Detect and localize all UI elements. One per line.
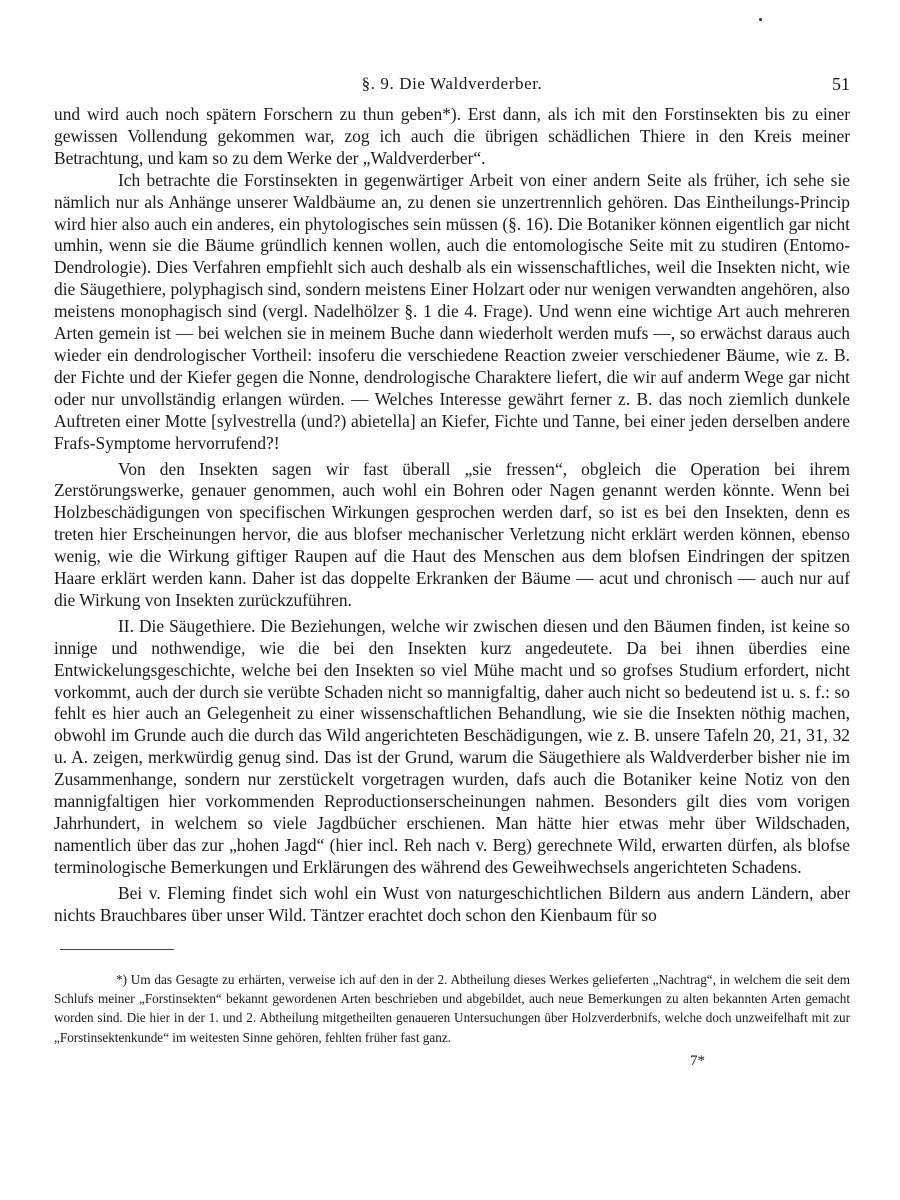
footnote	[54, 970, 850, 1048]
paragraph: und wird auch noch spätern Forschern zu thun geben*). Erst dann, als ich mit den Forstinsekten bis zu einer gewissen Vollendung gekommen war, zog ich auch die übrigen schädlichen Thiere in den Kreis meiner Betrachtung, und kam so zu dem Werke der „Waldverderber“.	[54, 104, 850, 168]
footnote-text: *) Um das Gesagte zu erhärten, verweise ich auf den in der 2. Abtheilung dieses Werkes gelieferten „Nachtrag“, in welchem die seit dem Schlufs meiner „Forstinsekten“ bekannt gewordenen Arten beschrieben und abgebildet, auch neue Bemerkungen zu alten bekannten Arten gemacht worden sind. Die hier in der 1. und 2. Abtheilung mitgetheilten genaueren Untersuchungen über Holzverderbnifs, welche doch unzweifelhaft mit zur „Forstinsektenkunde“ im weitesten Sinne gehören, fehlten früher fast ganz.	[54, 971, 850, 1045]
section-paragraph-mammals: II. Die Säugethiere. Die Beziehungen, welche wir zwischen diesen und den Bäumen finden, ist keine so innige und nothwendige, wie die bei den Insekten kurz angedeutete. Da bei ihnen überdies eine Entwickelungsgeschichte, welche bei den Insekten so viel Mühe macht und so grofses Studium erfordert, nicht vorkommt, auch der durch sie verübte Schaden nicht so mannigfaltig, daher auch nicht so bedeutend ist u. s. f.: so fehlt es hier auch an Gelegenheit zu einer wissenschaftlichen Behandlung, wie sie die Insekten nöthig machen, obwohl im Grunde auch die durch das Wild angerichteten Beschädigungen, wie z. B. unsere Tafeln 20, 21, 31, 32 u. A. zeigen, merkwürdig genug sind. Das ist der Grund, warum die Säugethiere als Waldverderber bisher nie im Zusammenhange, sondern nur zerstückelt vorgetragen wurden, dafs auch die Botaniker keine Notiz von den mannigfaltigen hier vorkommenden Reproductionserscheinungen nahmen. Besonders gilt dies vom vorigen Jahrhundert, in welchem so viele Jagdbücher erschienen. Man hätte hier etwas mehr über Wildschaden, namentlich über das zur „hohen Jagd“ (hier incl. Reh nach v. Berg) gerechnete Wild, erwarten dürfen, als blofse terminologische Bemerkungen und Erklärungen des während des Geweihwechsels angerichteten Schadens.	[54, 615, 850, 877]
paragraph: Bei v. Fleming findet sich wohl ein Wust von naturgeschichtlichen Bildern aus andern Ländern, aber nichts Brauchbares über unser Wild. Täntzer erachtet doch schon den Kienbaum für so	[54, 882, 850, 925]
signature-mark: 7*	[690, 1053, 705, 1070]
paragraph: Ich betrachte die Forstinsekten in gegenwärtiger Arbeit von einer andern Seite als früher, ich sehe sie nämlich nur als Anhänge unserer Waldbäume an, zu denen sie unzertrennlich gehören. Das Eintheilungs-Princip wird hier also auch ein anderes, ein phytologisches sein müssen (§. 16). Die Botaniker können eigentlich gar nicht umhin, wenn sie die Bäume gründlich kennen wollen, auch die entomologische Seite mit zu studiren (Entomo-Dendrologie). Dies Verfahren empfiehlt sich auch deshalb als ein wissenschaftliches, weil die Insekten nicht, wie die Säugethiere, polyphagisch sind, sondern meistens Einer Holzart oder nur wenigen verwandten angehören, also meistens monophagisch sind (vergl. Nadelhölzer §. 1 die 4. Frage). Und wenn eine wichtige Art auch mehreren Arten gemein ist — bei welchen sie in meinem Buche dann wiederholt werden mufs —, so erwächst daraus auch wieder ein dendrologischer Vortheil: insoferu die verschiedene Reaction zweier verschiedener Bäume, wie z. B. der Fichte und der Kiefer gegen die Nonne, dendrologische Charaktere liefert, die wir auf anderm Wege gar nicht oder nur unvollständig erlangen würden. — Welches Interesse gewährt ferner z. B. das noch ziemlich dunkele Auftreten einer Motte [sylvestrella (und?) abietella] an Kiefer, Fichte und Tanne, bei einer jeden derselben andere Frafs-Symptome hervorrufend?!	[54, 169, 850, 453]
footnote-rule	[60, 949, 174, 950]
running-head: §. 9. Die Waldverderber.	[361, 74, 543, 93]
document-page	[54, 70, 850, 1070]
print-speck	[759, 18, 762, 21]
paragraph: Von den Insekten sagen wir fast überall „sie fressen“, obgleich die Operation bei ihrem Zerstörungswerke, genauer genommen, auch wohl ein Bohren oder Nagen genannt werden könnte. Wenn bei Holzbeschädigungen von specifischen Wirkungen gesprochen werden darf, so ist es bei den Insekten, denn es treten hier Erscheinungen hervor, die aus blofser mechanischer Verletzung nicht erklärt werden können, ebenso wenig, wie die Wirkung giftiger Raupen auf die Haut des Menschen aus dem blofsen Eindringen der spitzen Haare erklärt werden kann. Daher ist das doppelte Erkranken der Bäume — acut und chronisch — auch nur auf die Wirkung von Insekten zurückzuführen.	[54, 458, 850, 610]
page-number: 51	[832, 74, 850, 94]
page-header	[54, 70, 850, 98]
body-text	[54, 104, 850, 927]
